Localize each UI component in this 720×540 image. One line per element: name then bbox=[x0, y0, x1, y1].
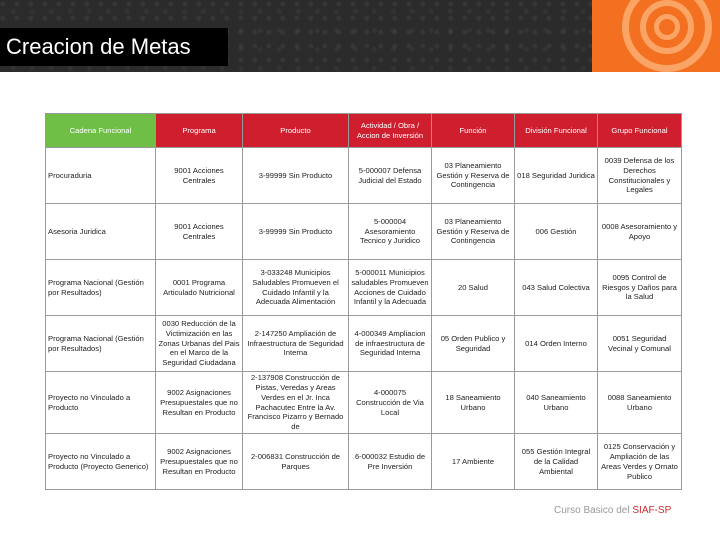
cell-producto: 2-147250 Ampliación de Infraestructura de Seguridad Interna bbox=[243, 316, 349, 372]
header-producto: Producto bbox=[243, 114, 349, 148]
cell-grupo-funcional: 0051 Seguridad Vecinal y Comunal bbox=[598, 316, 682, 372]
cell-funcion: 18 Saneamiento Urbano bbox=[432, 372, 515, 434]
cell-producto: 3-99999 Sin Producto bbox=[243, 204, 349, 260]
cell-division-funcional: 040 Saneamiento Urbano bbox=[515, 372, 598, 434]
cell-grupo-funcional: 0008 Asesoramiento y Apoyo bbox=[598, 204, 682, 260]
cell-grupo-funcional: 0095 Control de Riesgos y Daños para la Salud bbox=[598, 260, 682, 316]
table-row bbox=[46, 372, 682, 434]
footer-highlight: SIAF-SP bbox=[632, 505, 672, 516]
cell-programa: 9002 Asignaciones Presupuestales que no Resultan en Producto bbox=[156, 372, 243, 434]
cell-programa: 0001 Programa Articulado Nutricional bbox=[156, 260, 243, 316]
table-row bbox=[46, 204, 682, 260]
header-funcion: Función bbox=[432, 114, 515, 148]
slide-title: Creacion de Metas bbox=[0, 28, 228, 66]
table-row bbox=[46, 434, 682, 490]
cell-actividad: 5-000007 Defensa Judicial del Estado bbox=[349, 148, 432, 204]
cell-programa: 9001 Acciones Centrales bbox=[156, 148, 243, 204]
header-cadena-funcional: Cadena Funcional bbox=[46, 114, 156, 148]
cell-producto: 2-137908 Construcción de Pistas, Veredas y Areas Verdes en el Jr. Inca Pachacutec Entre la Av. Francisco Pizarro y Bernado de bbox=[243, 372, 349, 434]
table-row bbox=[46, 316, 682, 372]
header-programa: Programa bbox=[156, 114, 243, 148]
cell-grupo-funcional: 0125 Conservación y Ampliación de las Areas Verdes y Ornato Publico bbox=[598, 434, 682, 490]
cell-division-funcional: 043 Salud Colectiva bbox=[515, 260, 598, 316]
table-row bbox=[46, 148, 682, 204]
cell-funcion: 05 Orden Publico y Seguridad bbox=[432, 316, 515, 372]
cell-cadena-funcional: Asesoria Juridica bbox=[46, 204, 156, 260]
cell-cadena-funcional: Proyecto no Vinculado a Producto bbox=[46, 372, 156, 434]
cell-funcion: 03 Planeamiento Gestión y Reserva de Contingencia bbox=[432, 148, 515, 204]
cell-division-funcional: 014 Orden Interno bbox=[515, 316, 598, 372]
footer-course-label bbox=[554, 505, 671, 516]
footer-prefix: Curso Basico del bbox=[554, 505, 633, 516]
cell-division-funcional: 018 Seguridad Juridica bbox=[515, 148, 598, 204]
cell-grupo-funcional: 0039 Defensa de los Derechos Constitucionales y Legales bbox=[598, 148, 682, 204]
cell-cadena-funcional: Programa Nacional (Gestión por Resultados) bbox=[46, 260, 156, 316]
cell-cadena-funcional: Programa Nacional (Gestión por Resultados) bbox=[46, 316, 156, 372]
cell-producto: 3-033248 Municipios Saludables Promueven el Cuidado Infantil y la Adecuada Alimentación bbox=[243, 260, 349, 316]
cell-producto: 3-99999 Sin Producto bbox=[243, 148, 349, 204]
table-row bbox=[46, 260, 682, 316]
cell-funcion: 17 Ambiente bbox=[432, 434, 515, 490]
cell-actividad: 4-000075 Construcción de Via Local bbox=[349, 372, 432, 434]
logo-graphic bbox=[592, 0, 720, 72]
cell-actividad: 4-000349 Ampliacion de infraestructura de Seguridad Interna bbox=[349, 316, 432, 372]
cell-actividad: 5-000004 Asesoramiento Tecnico y Juridico bbox=[349, 204, 432, 260]
header-division-funcional: División Funcional bbox=[515, 114, 598, 148]
cell-division-funcional: 055 Gestión Integral de la Calidad Ambiental bbox=[515, 434, 598, 490]
cell-actividad: 6-000032 Estudio de Pre Inversión bbox=[349, 434, 432, 490]
metas-table bbox=[45, 113, 682, 490]
cell-funcion: 03 Planeamiento Gestión y Reserva de Contingencia bbox=[432, 204, 515, 260]
cell-cadena-funcional: Proyecto no Vinculado a Producto (Proyecto Generico) bbox=[46, 434, 156, 490]
cell-division-funcional: 006 Gestión bbox=[515, 204, 598, 260]
cell-programa: 0030 Reducción de la Victimización en las Zonas Urbanas del Pais en el Marco de la Seguridad Ciudadana bbox=[156, 316, 243, 372]
cell-actividad: 5-000011 Municipios saludables Promueven Acciones de Cuidado Infantil y la Adecuada bbox=[349, 260, 432, 316]
header-grupo-funcional: Grupo Funcional bbox=[598, 114, 682, 148]
table-header-row bbox=[46, 114, 682, 148]
logo-ring-inner bbox=[654, 14, 680, 40]
cell-cadena-funcional: Procuraduria bbox=[46, 148, 156, 204]
cell-producto: 2-006831 Construcción de Parques bbox=[243, 434, 349, 490]
cell-programa: 9002 Asignaciones Presupuestales que no Resultan en Producto bbox=[156, 434, 243, 490]
cell-grupo-funcional: 0088 Saneamiento Urbano bbox=[598, 372, 682, 434]
cell-funcion: 20 Salud bbox=[432, 260, 515, 316]
header-actividad: Actividad / Obra / Accion de Inversión bbox=[349, 114, 432, 148]
cell-programa: 9001 Acciones Centrales bbox=[156, 204, 243, 260]
